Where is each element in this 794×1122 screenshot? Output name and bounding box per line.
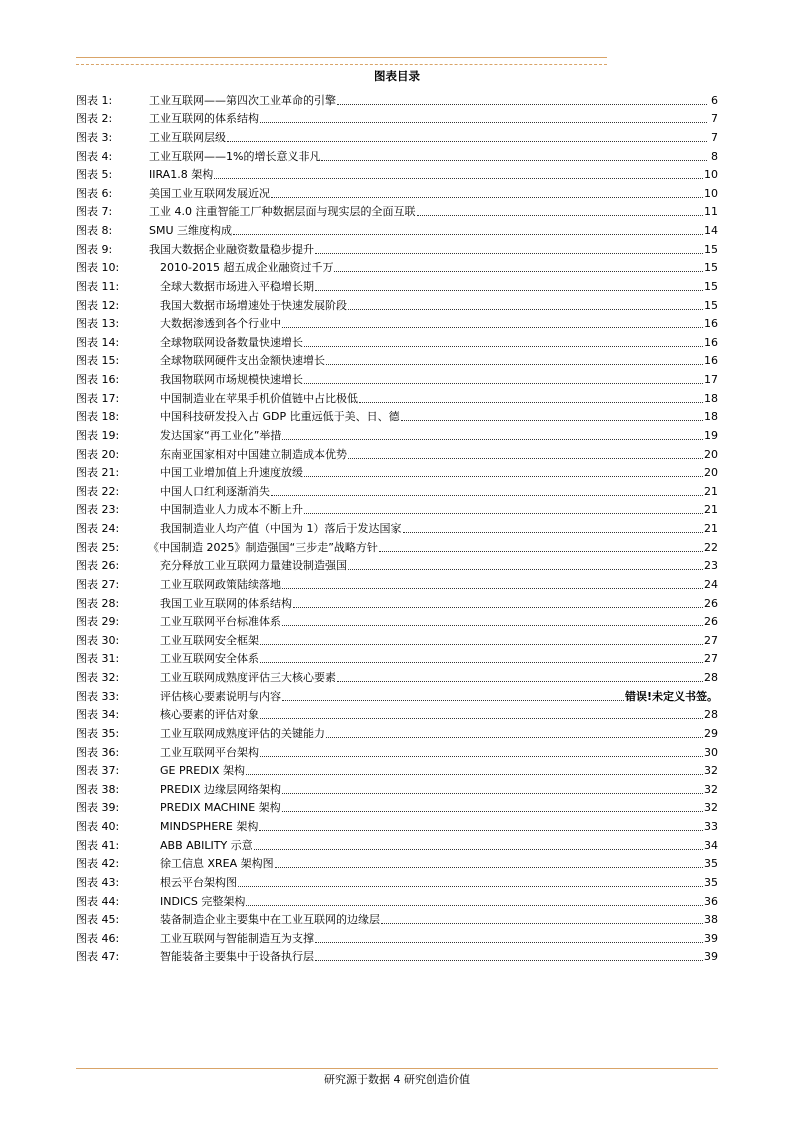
- toc-entry-label: 中国人口红利逐渐消失: [160, 484, 270, 498]
- toc-entry-leader: [260, 644, 703, 645]
- toc-entry-number: 图表 2:: [76, 112, 113, 126]
- toc-entry-page: 15: [704, 279, 718, 293]
- toc-entry-label: 全球物联网设备数量快速增长: [160, 335, 303, 349]
- toc-entry[interactable]: [76, 108, 718, 127]
- toc-entry-page: 34: [704, 838, 718, 852]
- toc-entry-number: 图表 6:: [76, 186, 113, 200]
- toc-entry-label: SMU 三维度构成: [149, 224, 233, 237]
- toc-entry-number: 图表 18:: [76, 410, 120, 424]
- toc-entry-page: 32: [704, 782, 718, 796]
- toc-entry-label: 工业互联网成熟度评估的关键能力: [160, 726, 325, 740]
- toc-title: 图表目录: [374, 69, 420, 83]
- toc-entry-leader: [401, 420, 703, 421]
- toc-entry[interactable]: [76, 499, 718, 518]
- toc-entry[interactable]: [76, 909, 718, 928]
- toc-entry[interactable]: [76, 238, 718, 257]
- toc-entry-number: 图表 27:: [76, 577, 120, 591]
- toc-entry-leader: [304, 476, 703, 477]
- toc-entry-page: 27: [704, 652, 718, 666]
- toc-entry-page: 7: [711, 112, 718, 126]
- toc-entry-label: 智能装备主要集中于设备执行层: [160, 950, 314, 964]
- toc-entry[interactable]: [76, 368, 718, 387]
- toc-entry-label: INDICS 完整架构: [160, 894, 246, 908]
- toc-entry-leader: [227, 141, 707, 142]
- toc-entry[interactable]: [76, 257, 718, 276]
- toc-entry-page: 39: [704, 950, 718, 964]
- toc-entry-label: 《中国制造 2025》制造强国“三步走”战略方针: [148, 540, 378, 554]
- toc-entry-number: 图表 8:: [76, 224, 113, 237]
- toc-entry-label: 工业互联网平台架构: [160, 745, 259, 759]
- toc-entry-number: 图表 28:: [76, 596, 120, 610]
- toc-entry[interactable]: [76, 629, 718, 648]
- toc-entry[interactable]: [76, 424, 718, 443]
- toc-entry-label: 工业互联网层级: [149, 130, 226, 144]
- toc-entry-leader: [337, 681, 703, 682]
- toc-entry-page: 33: [704, 820, 718, 833]
- toc-entry[interactable]: [76, 592, 718, 611]
- toc-entry-leader: [315, 960, 703, 961]
- toc-entry-number: 图表 25:: [76, 540, 120, 554]
- toc-entry-page: 30: [704, 745, 718, 759]
- toc-entry-leader: [359, 402, 703, 403]
- toc-entry-number: 图表 47:: [76, 950, 120, 964]
- toc-entry[interactable]: [76, 350, 718, 369]
- toc-entry-page: 39: [704, 931, 718, 945]
- toc-entry-page: 16: [704, 317, 718, 331]
- toc-entry-number: 图表 3:: [76, 130, 113, 144]
- toc-entry[interactable]: [76, 443, 718, 462]
- toc-entry-page: 8: [711, 149, 718, 163]
- toc-entry-leader: [271, 495, 703, 496]
- toc-entry-leader: [260, 718, 703, 719]
- header-rule-solid: [76, 57, 607, 58]
- toc-entry-leader: [293, 607, 703, 608]
- toc-entry-page: 35: [704, 875, 718, 889]
- toc-entry-leader: [348, 458, 703, 459]
- toc-entry-number: 图表 37:: [76, 764, 120, 778]
- toc-entry-number: 图表 45:: [76, 913, 120, 927]
- toc-entry-number: 图表 29:: [76, 615, 120, 629]
- toc-entry-number: 图表 36:: [76, 745, 120, 759]
- toc-entry-page: 22: [704, 540, 718, 554]
- toc-entry-label: 大数据渗透到各个行业中: [160, 317, 281, 331]
- toc-entry[interactable]: [76, 871, 718, 890]
- toc-entry-label: 工业互联网平台标准体系: [160, 615, 281, 629]
- toc-entry-page: 36: [704, 894, 718, 908]
- toc-entry-number: 图表 38:: [76, 782, 120, 796]
- toc-entry-leader: [238, 886, 703, 887]
- toc-entry-leader: [214, 178, 703, 179]
- toc-entry-number: 图表 30:: [76, 633, 120, 647]
- toc-entry-number: 图表 40:: [76, 820, 120, 833]
- toc-entry-label: 发达国家“再工业化”举措: [160, 428, 282, 442]
- toc-entry[interactable]: [76, 313, 718, 332]
- toc-entry[interactable]: [76, 536, 718, 555]
- toc-entry-page: 19: [704, 428, 718, 442]
- toc-entry-label: 工业互联网的体系结构: [149, 112, 259, 126]
- toc-entry-label: 工业互联网安全体系: [160, 652, 259, 666]
- toc-entry-leader: [417, 215, 704, 216]
- toc-entry-label: GE PREDIX 架构: [160, 764, 245, 778]
- toc-entry-page: 15: [704, 298, 718, 312]
- toc-entry-leader: [246, 774, 703, 775]
- toc-entry-number: 图表 32:: [76, 671, 120, 684]
- toc-entry-page: 32: [704, 764, 718, 778]
- toc-entry-leader: [403, 532, 704, 533]
- toc-entry-leader: [304, 346, 703, 347]
- toc-entry-page: 28: [704, 708, 718, 722]
- toc-entry[interactable]: [76, 573, 718, 592]
- toc-entry[interactable]: [76, 331, 718, 350]
- toc-entry-number: 图表 1:: [76, 93, 113, 107]
- toc-entry-label: 工业互联网——1%的增长意义非凡: [149, 149, 321, 163]
- toc-entry-label: 中国制造业人力成本不断上升: [160, 503, 303, 517]
- toc-entry[interactable]: [76, 387, 718, 406]
- toc-entry[interactable]: [76, 182, 718, 201]
- toc-entry-label: MINDSPHERE 架构: [160, 820, 259, 833]
- toc-entry-leader: [321, 160, 707, 161]
- toc-entry-label: 中国制造业在苹果手机价值链中占比极低: [160, 391, 358, 405]
- toc-entry-number: 图表 43:: [76, 875, 120, 889]
- toc-entry-number: 图表 31:: [76, 652, 120, 666]
- toc-entry[interactable]: [76, 704, 718, 723]
- toc-entry-page: 21: [704, 484, 718, 498]
- toc-entry-leader: [304, 383, 703, 384]
- toc-entry-leader: [259, 830, 703, 831]
- toc-entry-leader: [282, 588, 703, 589]
- toc-entry[interactable]: [76, 648, 718, 667]
- toc-entry[interactable]: [76, 927, 718, 946]
- toc-entry[interactable]: [76, 741, 718, 760]
- toc-entry[interactable]: [76, 797, 718, 816]
- toc-entry[interactable]: [76, 815, 718, 834]
- toc-entry-leader: [282, 700, 624, 701]
- toc-entry-label: 中国科技研发投入占 GDP 比重远低于美、日、德: [160, 410, 400, 424]
- toc-entry[interactable]: [76, 462, 718, 481]
- toc-entry-page: 10: [704, 168, 718, 182]
- toc-entry-label: 我国工业互联网的体系结构: [160, 596, 292, 610]
- toc-entry-number: 图表 14:: [76, 335, 120, 349]
- toc-entry-number: 图表 34:: [76, 708, 120, 722]
- toc-entry-page: 18: [704, 410, 718, 424]
- toc-entry-number: 图表 26:: [76, 559, 120, 573]
- toc-entry-page: 21: [704, 522, 718, 535]
- toc-entry-page: 38: [704, 913, 718, 927]
- toc-entry-page: 20: [704, 466, 718, 480]
- header-rule-dashed: [76, 64, 607, 65]
- toc-entry-leader: [337, 104, 707, 105]
- toc-entry-page: 21: [704, 503, 718, 517]
- toc-entry-number: 图表 15:: [76, 354, 120, 368]
- toc-entry[interactable]: [76, 685, 718, 704]
- toc-entry[interactable]: [76, 890, 718, 909]
- toc-entry-label: ABB ABILITY 示意: [160, 838, 253, 852]
- toc-entry[interactable]: [76, 834, 718, 853]
- footer-text: 研究源于数据 4 研究创造价值: [324, 1073, 470, 1086]
- toc-entry-leader: [233, 234, 703, 235]
- toc-entry-page: 16: [704, 335, 718, 349]
- toc-entry-number: 图表 24:: [76, 522, 120, 535]
- toc-entry-leader: [254, 849, 703, 850]
- toc-entry-page: 10: [704, 186, 718, 200]
- toc-entry-page: 11: [704, 205, 718, 219]
- toc-entry[interactable]: [76, 722, 718, 741]
- toc-entry-page: 35: [704, 857, 718, 871]
- toc-entry-leader: [304, 513, 703, 514]
- toc-entry-page: 20: [704, 447, 718, 461]
- toc-entry-page: 32: [704, 801, 718, 815]
- toc-entry[interactable]: [76, 517, 718, 536]
- toc-entry-number: 图表 33:: [76, 689, 120, 703]
- toc-entry-number: 图表 10:: [76, 261, 120, 275]
- toc-entry-number: 图表 11:: [76, 279, 120, 293]
- toc-entry-leader: [271, 197, 703, 198]
- toc-entry-leader: [282, 793, 703, 794]
- toc-entry[interactable]: [76, 666, 718, 685]
- toc-entry-number: 图表 12:: [76, 298, 120, 312]
- toc-entry-leader: [326, 364, 703, 365]
- toc-entry[interactable]: [76, 89, 718, 108]
- toc-entry[interactable]: [76, 126, 718, 145]
- toc-entry-number: 图表 46:: [76, 931, 120, 945]
- toc-entry-number: 图表 19:: [76, 428, 120, 442]
- toc-entry-page: 24: [704, 577, 718, 591]
- toc-entry-label: 核心要素的评估对象: [160, 708, 259, 722]
- toc-entry-page: 17: [704, 373, 718, 386]
- toc-entry-label: 我国大数据市场增速处于快速发展阶段: [160, 298, 347, 312]
- toc-entry-leader: [334, 271, 703, 272]
- toc-entry-leader: [315, 942, 703, 943]
- toc-entry-leader: [381, 923, 703, 924]
- toc-entry-number: 图表 7:: [76, 205, 113, 219]
- toc-entry-label: 装备制造企业主要集中在工业互联网的边缘层: [160, 913, 380, 927]
- toc-entry-number: 图表 42:: [76, 857, 120, 871]
- toc-entry[interactable]: [76, 480, 718, 499]
- toc-entry-leader: [282, 439, 703, 440]
- toc-entry-label: 根云平台架构图: [160, 875, 237, 889]
- toc-entry[interactable]: [76, 853, 718, 872]
- toc-entry-leader: [260, 122, 707, 123]
- toc-entry-page: 错误!未定义书签。: [624, 689, 718, 703]
- toc-entry-label: IIRA1.8 架构: [149, 168, 214, 182]
- toc-entry-leader: [326, 737, 703, 738]
- toc-entry-number: 图表 41:: [76, 838, 120, 852]
- toc-entry-page: 26: [704, 596, 718, 610]
- toc-entry[interactable]: [76, 164, 718, 183]
- toc-entry-label: 美国工业互联网发展近况: [149, 186, 270, 200]
- toc-entry-page: 16: [704, 354, 718, 368]
- toc-entry-label: 评估核心要素说明与内容: [160, 689, 281, 703]
- toc-entry-number: 图表 44:: [76, 894, 120, 908]
- toc-entry-leader: [282, 625, 703, 626]
- toc-entry-label: 徐工信息 XREA 架构图: [160, 857, 274, 871]
- toc-entry[interactable]: [76, 294, 718, 313]
- toc-entry-label: 全球物联网硬件支出金额快速增长: [160, 354, 325, 368]
- toc-entry-number: 图表 21:: [76, 466, 120, 480]
- toc-entry-leader: [260, 756, 703, 757]
- toc-entry-page: 29: [704, 726, 718, 740]
- toc-entry-number: 图表 35:: [76, 726, 120, 740]
- toc-entry-number: 图表 16:: [76, 373, 120, 386]
- toc-entry-label: 工业 4.0 注重智能工厂种数据层面与现实层的全面互联: [149, 205, 416, 219]
- toc-entry-page: 15: [704, 242, 718, 256]
- toc-entry[interactable]: [76, 201, 718, 220]
- toc-entry-label: 我国制造业人均产值（中国为 1）落后于发达国家: [160, 522, 402, 535]
- toc-entry-number: 图表 5:: [76, 168, 113, 182]
- toc-entry-label: 充分释放工业互联网力量建设制造强国: [160, 559, 347, 573]
- toc-entry-page: 27: [704, 633, 718, 647]
- toc-entry-number: 图表 22:: [76, 484, 120, 498]
- toc-entry-number: 图表 17:: [76, 391, 120, 405]
- toc-entry-page: 26: [704, 615, 718, 629]
- toc-entry-label: 2010-2015 超五成企业融资过千万: [160, 261, 334, 275]
- toc-entry-label: 工业互联网与智能制造互为支撑: [160, 931, 314, 945]
- toc-entry-leader: [315, 290, 703, 291]
- toc-entry[interactable]: [76, 555, 718, 574]
- toc-entry-number: 图表 39:: [76, 801, 120, 815]
- toc-entry-label: 工业互联网成熟度评估三大核心要素: [160, 671, 336, 684]
- toc-entry[interactable]: [76, 778, 718, 797]
- toc-entry[interactable]: [76, 946, 718, 965]
- toc-list: [76, 89, 718, 964]
- toc-entry-label: 全球大数据市场进入平稳增长期: [160, 279, 314, 293]
- toc-entry-label: 工业互联网——第四次工业革命的引擎: [149, 93, 336, 107]
- toc-entry-label: 工业互联网安全框架: [160, 633, 259, 647]
- toc-entry-leader: [282, 327, 703, 328]
- toc-entry-label: 东南亚国家相对中国建立制造成本优势: [160, 447, 347, 461]
- toc-entry-label: 我国大数据企业融资数量稳步提升: [149, 242, 314, 256]
- toc-entry-page: 28: [704, 671, 718, 684]
- toc-entry-page: 7: [711, 130, 718, 144]
- toc-entry[interactable]: [76, 145, 718, 164]
- toc-entry-number: 图表 13:: [76, 317, 120, 331]
- toc-entry-label: PREDIX 边缘层网络架构: [160, 782, 281, 796]
- toc-entry-leader: [379, 551, 703, 552]
- toc-entry-leader: [282, 811, 703, 812]
- toc-entry-number: 图表 23:: [76, 503, 120, 517]
- toc-entry-label: 工业互联网政策陆续落地: [160, 577, 281, 591]
- toc-entry[interactable]: [76, 760, 718, 779]
- toc-entry-number: 图表 4:: [76, 149, 113, 163]
- toc-entry[interactable]: [76, 275, 718, 294]
- toc-entry-page: 23: [704, 559, 718, 573]
- toc-entry-leader: [246, 905, 703, 906]
- toc-entry[interactable]: [76, 219, 718, 238]
- toc-entry-leader: [260, 662, 703, 663]
- toc-entry[interactable]: [76, 611, 718, 630]
- toc-entry-leader: [275, 867, 703, 868]
- toc-entry-leader: [348, 309, 703, 310]
- footer-rule: [76, 1068, 718, 1069]
- toc-entry-page: 15: [704, 261, 718, 275]
- toc-entry-page: 14: [704, 224, 718, 237]
- toc-entry-label: 中国工业增加值上升速度放缓: [160, 466, 303, 480]
- toc-entry-number: 图表 9:: [76, 242, 113, 256]
- toc-entry-label: PREDIX MACHINE 架构: [160, 801, 281, 815]
- toc-entry-page: 6: [711, 93, 718, 107]
- toc-entry-page: 18: [704, 391, 718, 405]
- toc-entry-number: 图表 20:: [76, 447, 120, 461]
- toc-entry-leader: [315, 253, 703, 254]
- toc-entry[interactable]: [76, 406, 718, 425]
- toc-entry-label: 我国物联网市场规模快速增长: [160, 373, 303, 386]
- toc-entry-leader: [348, 569, 703, 570]
